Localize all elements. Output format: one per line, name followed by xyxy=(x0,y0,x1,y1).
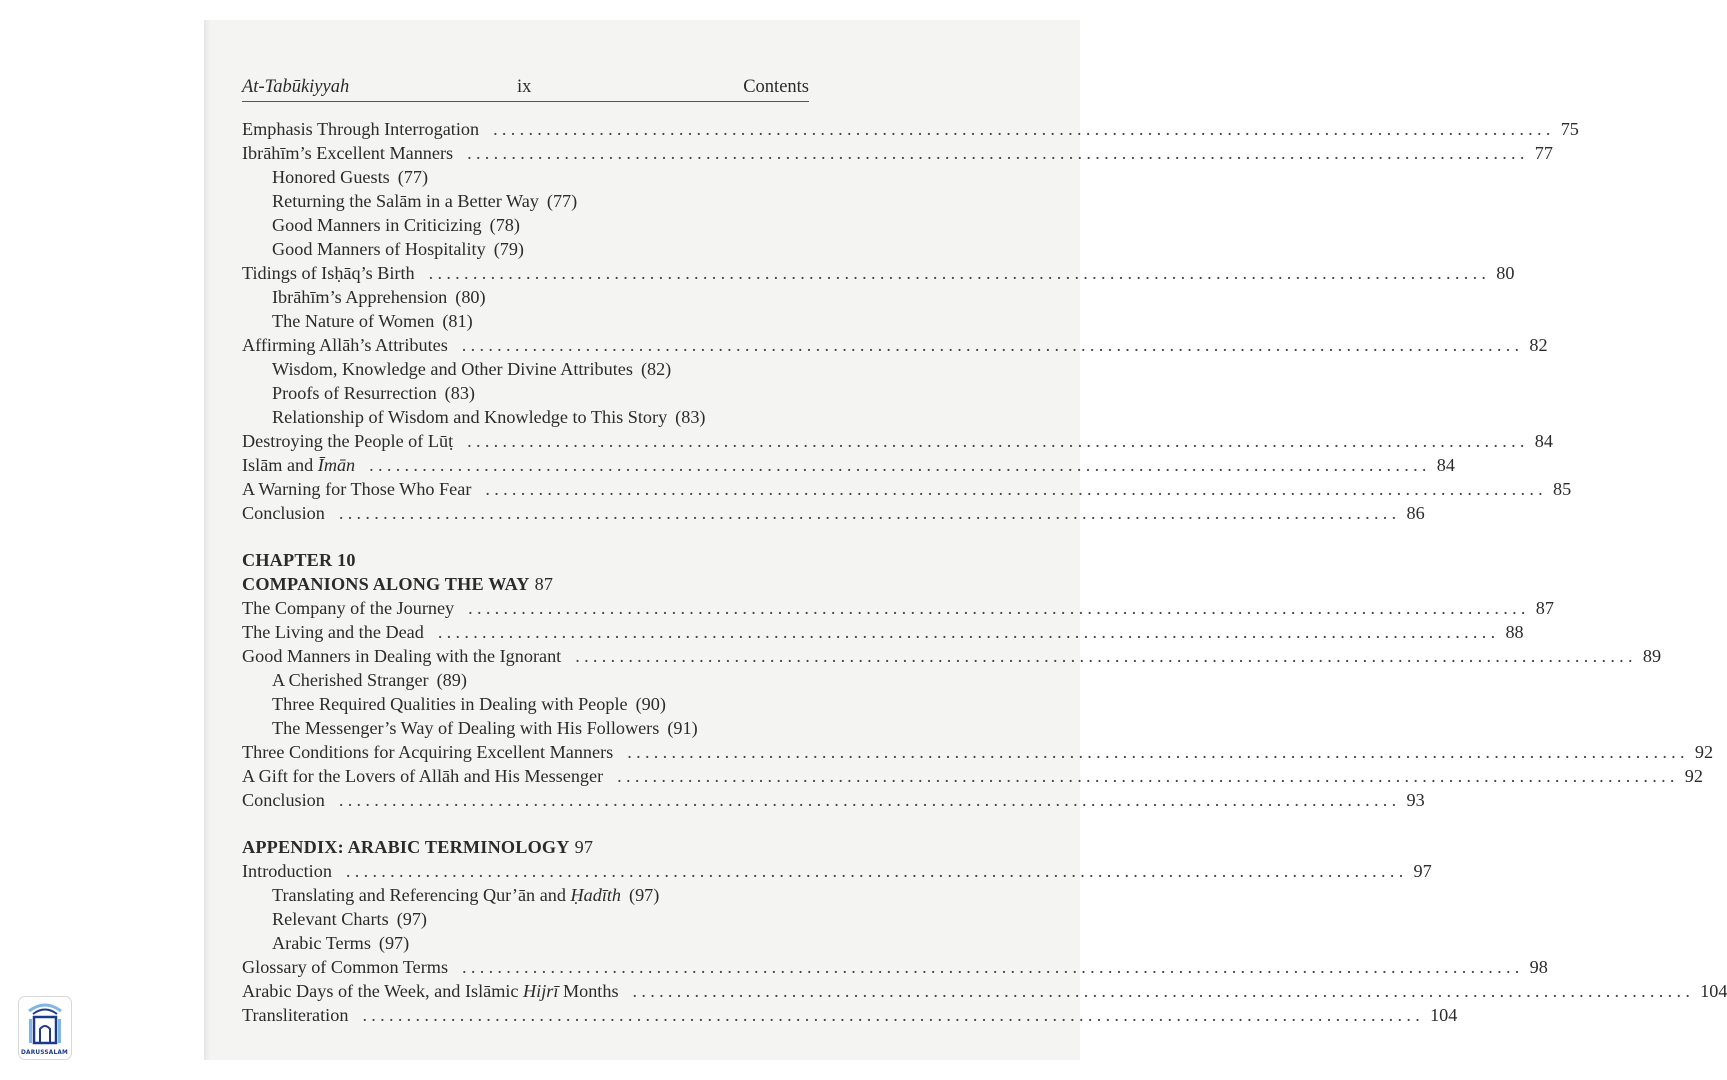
toc-subentry xyxy=(242,907,809,931)
dot-leader: ........................................................................................................................ xyxy=(369,455,1431,475)
appendix-page: 97 xyxy=(574,837,594,857)
entry-page: 86 xyxy=(1406,503,1425,523)
subentry-page: (82) xyxy=(640,359,672,379)
dot-leader: ........................................................................................................................ xyxy=(575,646,1637,666)
subentry-page: (97) xyxy=(378,933,410,953)
toc-group-3 xyxy=(242,859,1727,1027)
appendix-title: APPENDIX: ARABIC TERMINOLOGY xyxy=(242,837,570,857)
entry-page: 88 xyxy=(1505,622,1524,642)
entry-page: 104 xyxy=(1430,1005,1458,1025)
entry-label: A Warning for Those Who Fear xyxy=(242,479,472,499)
dot-leader: ........................................................................................................................ xyxy=(462,957,1524,977)
toc-entry xyxy=(242,764,1703,788)
publisher-logo xyxy=(18,996,72,1060)
logo-text: DARUSSALAM xyxy=(21,1050,68,1056)
entry-label: The Living and the Dead xyxy=(242,622,424,642)
entry-label: Returning the Salām in a Better Way xyxy=(272,191,539,211)
entry-label: Transliteration xyxy=(242,1005,349,1025)
entry-label: Emphasis Through Interrogation xyxy=(242,119,480,139)
subentry-page: (77) xyxy=(397,167,429,187)
book-title: At-Tabūkiyyah xyxy=(242,77,350,97)
subentry-page: (97) xyxy=(629,885,660,905)
toc-subentry xyxy=(242,931,809,955)
entry-label: Relevant Charts xyxy=(272,909,389,929)
dot-leader: ........................................................................................................................ xyxy=(627,742,1689,762)
toc-subentry xyxy=(242,237,809,261)
toc-entry xyxy=(242,644,1662,668)
toc-subentry xyxy=(242,381,809,405)
dot-leader: ........................................................................................................................ xyxy=(632,981,1695,1001)
toc-entry xyxy=(242,859,1432,883)
toc-subentry xyxy=(242,405,809,429)
entry-page: 97 xyxy=(1413,861,1432,881)
entry-label: Relationship of Wisdom and Knowledge to This Story xyxy=(272,407,668,427)
entry-label: A Cherished Stranger xyxy=(272,670,429,690)
entry-label: Three Conditions for Acquiring Excellent Manners xyxy=(242,742,614,762)
entry-label: Good Manners in Dealing with the Ignorant xyxy=(242,646,562,666)
toc-entry xyxy=(242,501,1425,525)
subentry-page: (90) xyxy=(635,694,666,714)
entry-label: Arabic Days of the Week, and Islāmic Hijrī Months xyxy=(242,981,619,1001)
entry-page: 84 xyxy=(1436,455,1455,475)
toc-subentry xyxy=(242,165,809,189)
subentry-page: (77) xyxy=(546,191,578,211)
header-rule xyxy=(242,101,809,102)
dot-leader: ........................................................................................................................ xyxy=(493,119,1555,139)
entry-label: Introduction xyxy=(242,861,332,881)
subentry-page: (78) xyxy=(489,215,520,235)
subentry-page: (81) xyxy=(442,311,473,331)
entry-page: 82 xyxy=(1529,335,1548,355)
toc-subentry xyxy=(242,189,809,213)
subentry-page: (97) xyxy=(396,909,427,929)
toc-entry xyxy=(242,141,1553,165)
dot-leader: ........................................................................................................................ xyxy=(468,598,1530,618)
toc-entry xyxy=(242,261,1515,285)
entry-label: Three Required Qualities in Dealing with People xyxy=(272,694,628,714)
chapter-label: CHAPTER 10 xyxy=(242,550,356,570)
toc-subentry xyxy=(242,309,809,333)
entry-page: 87 xyxy=(1535,598,1554,618)
entry-page: 92 xyxy=(1694,742,1714,762)
entry-page: 77 xyxy=(1534,143,1553,163)
toc-entry xyxy=(242,477,1572,501)
appendix-heading xyxy=(242,835,809,859)
entry-label: Glossary of Common Terms xyxy=(242,957,449,977)
chapter-page: 87 xyxy=(534,574,554,594)
entry-label: Ibrāhīm’s Excellent Manners xyxy=(242,143,454,163)
entry-page: 84 xyxy=(1534,431,1553,451)
entry-page: 85 xyxy=(1553,479,1572,499)
toc-entry xyxy=(242,1003,1458,1027)
entry-label: A Gift for the Lovers of Allāh and His Messenger xyxy=(242,766,604,786)
entry-label: Destroying the People of Lūṭ xyxy=(242,431,454,451)
dot-leader: ........................................................................................................................ xyxy=(467,143,1529,163)
toc-subentry xyxy=(242,285,809,309)
toc-subentry xyxy=(242,357,809,381)
chapter-title: COMPANIONS ALONG THE WAY xyxy=(242,574,530,594)
toc-entry xyxy=(242,740,1714,764)
entry-label: Tidings of Isḥāq’s Birth xyxy=(242,263,415,283)
entry-page: 80 xyxy=(1496,263,1515,283)
dot-leader: ........................................................................................................................ xyxy=(437,622,1500,642)
subentry-page: (79) xyxy=(493,239,524,259)
dot-leader: ........................................................................................................................ xyxy=(338,503,1401,523)
entry-page: 104 xyxy=(1700,981,1727,1001)
toc-subentry xyxy=(242,883,809,907)
entry-label: Good Manners in Criticizing xyxy=(272,215,482,235)
dot-leader: ........................................................................................................................ xyxy=(362,1005,1425,1025)
table-of-contents xyxy=(242,117,1727,1027)
toc-entry xyxy=(242,979,1727,1003)
dot-leader: ........................................................................................................................ xyxy=(428,263,1491,283)
entry-page: 98 xyxy=(1529,957,1548,977)
entry-label: Proofs of Resurrection xyxy=(272,383,437,403)
entry-page: 93 xyxy=(1406,790,1425,810)
toc-entry xyxy=(242,429,1553,453)
dot-leader: ........................................................................................................................ xyxy=(617,766,1679,786)
subentry-page: (91) xyxy=(667,718,698,738)
toc-entry xyxy=(242,955,1548,979)
entry-label: Honored Guests xyxy=(272,167,390,187)
subentry-page: (83) xyxy=(675,407,706,427)
dot-leader: ........................................................................................................................ xyxy=(485,479,1548,499)
chapter-heading xyxy=(242,572,809,596)
subentry-page: (89) xyxy=(436,670,467,690)
dot-leader: ........................................................................................................................ xyxy=(338,790,1401,810)
entry-label: The Messenger’s Way of Dealing with His Followers xyxy=(272,718,660,738)
toc-entry xyxy=(242,620,1524,644)
toc-subentry xyxy=(242,213,809,237)
dot-leader: ........................................................................................................................ xyxy=(461,335,1524,355)
entry-label: Good Manners of Hospitality xyxy=(272,239,486,259)
running-header xyxy=(242,74,809,100)
entry-label: Islām and Īmān xyxy=(242,455,356,475)
entry-label: Conclusion xyxy=(242,503,325,523)
toc-entry xyxy=(242,333,1548,357)
entry-label: The Company of the Journey xyxy=(242,598,455,618)
subentry-page: (83) xyxy=(444,383,475,403)
toc-group-1 xyxy=(242,117,1579,525)
entry-label: Wisdom, Knowledge and Other Divine Attributes xyxy=(272,359,633,379)
toc-entry xyxy=(242,788,1425,812)
dot-leader: ........................................................................................................................ xyxy=(345,861,1408,881)
toc-subentry xyxy=(242,692,809,716)
entry-label: Translating and Referencing Qur’ān and Ḥadīth xyxy=(272,885,622,905)
toc-entry xyxy=(242,596,1554,620)
toc-subentry xyxy=(242,668,809,692)
page-number: ix xyxy=(517,77,532,97)
entry-label: Ibrāhīm’s Apprehension xyxy=(272,287,448,307)
subentry-page: (80) xyxy=(455,287,486,307)
toc-group-2 xyxy=(242,596,1714,812)
entry-page: 92 xyxy=(1684,766,1703,786)
dot-leader: ........................................................................................................................ xyxy=(467,431,1529,451)
entry-label: Arabic Terms xyxy=(272,933,371,953)
section-name: Contents xyxy=(743,77,809,97)
entry-label: The Nature of Women xyxy=(272,311,435,331)
entry-label: Conclusion xyxy=(242,790,325,810)
entry-page: 89 xyxy=(1642,646,1662,666)
toc-entry xyxy=(242,453,1455,477)
entry-page: 75 xyxy=(1560,119,1579,139)
mosque-icon xyxy=(19,997,71,1049)
entry-label: Affirming Allāh’s Attributes xyxy=(242,335,448,355)
toc-entry xyxy=(242,117,1579,141)
toc-subentry xyxy=(242,716,809,740)
